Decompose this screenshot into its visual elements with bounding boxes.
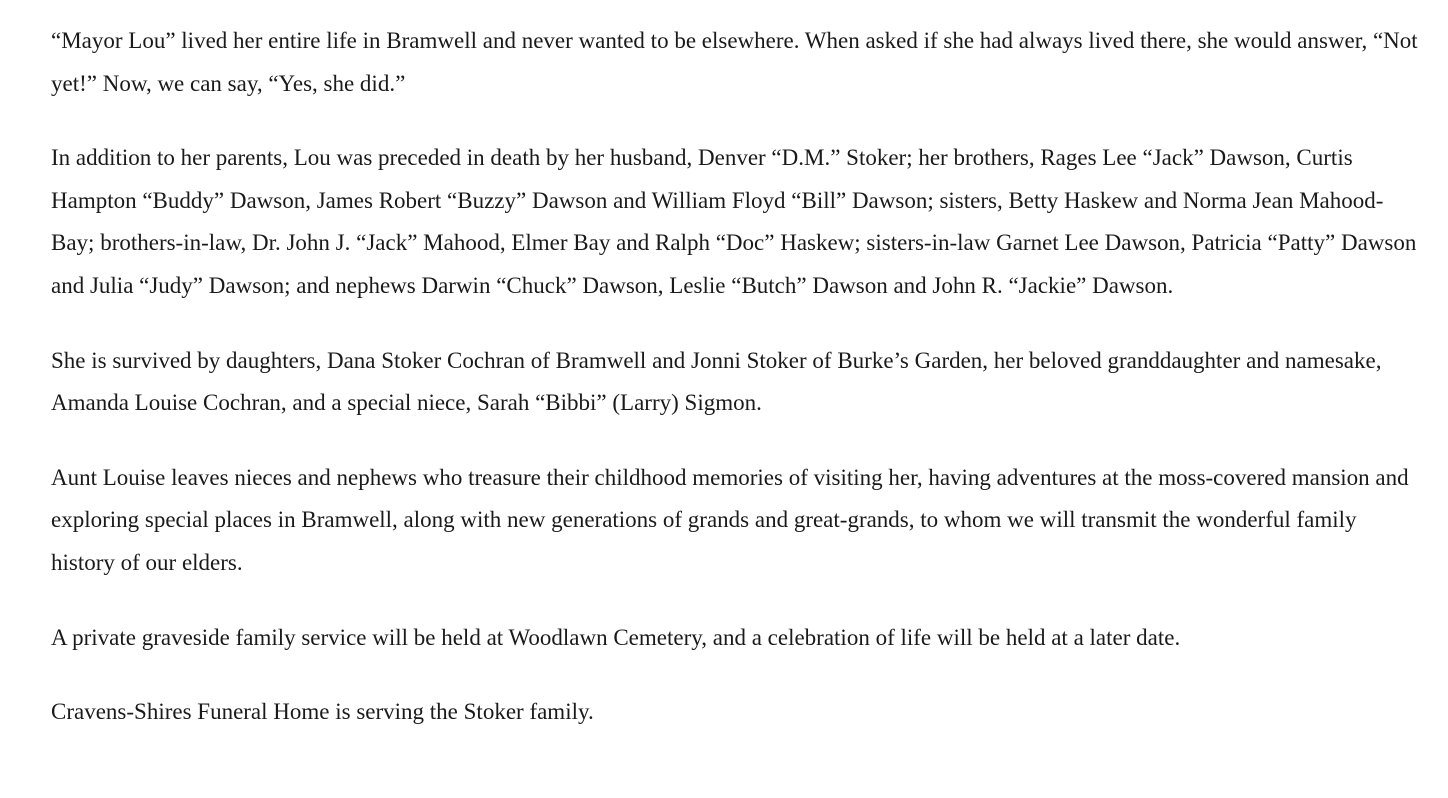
paragraph-mayor-lou: “Mayor Lou” lived her entire life in Bramwell and never wanted to be elsewhere. When asked if she had always lived there, she would answer, “Not yet!” Now, we can say, “Yes, she did.” — [51, 28, 1418, 96]
article-body — [51, 20, 1421, 734]
paragraph-preceded-in-death: In addition to her parents, Lou was preceded in death by her husband, Denver “D.M.” Stoker; her brothers, Rages Lee “Jack” Dawson, Curtis Hampton “Buddy” Dawson, James Robert “Buzzy” Dawson and William Floyd “Bill” Dawson; sisters, Betty Haskew and Norma Jean Mahood-Bay; brothers-in-law, Dr. John J. “Jack” Mahood, Elmer Bay and Ralph “Doc” Haskew; sisters-in-law Garnet Lee Dawson, Patricia “Patty” Dawson and Julia “Judy” Dawson; and nephews Darwin “Chuck” Dawson, Leslie “Butch” Dawson and John R. “Jackie” Dawson. — [51, 145, 1417, 298]
paragraph-funeral-home: Cravens-Shires Funeral Home is serving the Stoker family. — [51, 699, 594, 725]
paragraph-nieces-nephews: Aunt Louise leaves nieces and nephews who treasure their childhood memories of visiting her, having adventures at the moss-covered mansion and exploring special places in Bramwell, along with new generations of grands and great-grands, to whom we will transmit the wonderful family history of our elders. — [51, 464, 1409, 575]
paragraph-survived-by: She is survived by daughters, Dana Stoker Cochran of Bramwell and Jonni Stoker of Burke’s Garden, her beloved granddaughter and namesake, Amanda Louise Cochran, and a special niece, Sarah “Bibbi” (Larry) Sigmon. — [51, 347, 1382, 416]
paragraph-service-details: A private graveside family service will be held at Woodlawn Cemetery, and a celebration of life will be held at a later date. — [51, 624, 1181, 650]
